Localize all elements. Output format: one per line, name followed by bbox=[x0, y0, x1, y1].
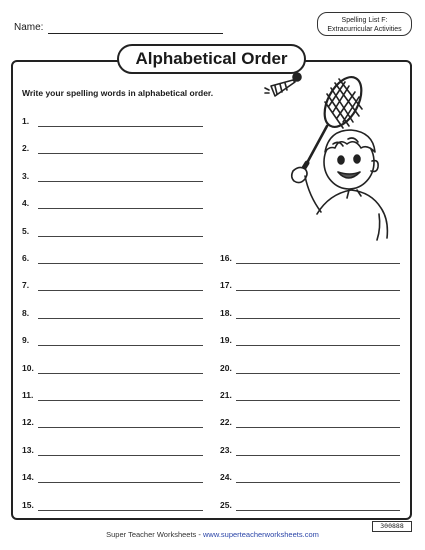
answer-line[interactable] bbox=[38, 181, 203, 182]
instructions: Write your spelling words in alphabetical order. bbox=[22, 88, 214, 98]
answer-line[interactable] bbox=[38, 345, 203, 346]
item-number: 4. bbox=[22, 198, 30, 209]
answer-line[interactable] bbox=[236, 318, 400, 319]
shuttlecock-icon bbox=[265, 73, 301, 96]
footer-separator: - bbox=[196, 530, 203, 539]
item-number: 22. bbox=[220, 417, 232, 428]
item-number: 5. bbox=[22, 225, 30, 236]
item-number: 8. bbox=[22, 307, 30, 318]
answer-line[interactable] bbox=[236, 455, 400, 456]
name-line[interactable] bbox=[48, 33, 223, 34]
answer-line[interactable] bbox=[236, 263, 400, 264]
answer-line[interactable] bbox=[236, 373, 400, 374]
worksheet-code: 300888 bbox=[372, 521, 412, 532]
answer-line[interactable] bbox=[38, 153, 203, 154]
item-number: 10. bbox=[22, 362, 34, 373]
answer-line[interactable] bbox=[236, 427, 400, 428]
item-number: 15. bbox=[22, 499, 34, 510]
answer-line[interactable] bbox=[236, 290, 400, 291]
item-number: 14. bbox=[22, 472, 34, 483]
answer-line[interactable] bbox=[236, 345, 400, 346]
answer-line[interactable] bbox=[236, 510, 400, 511]
item-number: 20. bbox=[220, 362, 232, 373]
item-number: 25. bbox=[220, 499, 232, 510]
answer-line[interactable] bbox=[38, 263, 203, 264]
answer-line[interactable] bbox=[38, 373, 203, 374]
item-number: 16. bbox=[220, 253, 232, 263]
footer bbox=[0, 530, 425, 539]
page-title: Alphabetical Order bbox=[117, 44, 306, 74]
spelling-list-badge bbox=[317, 12, 412, 36]
answer-line[interactable] bbox=[236, 400, 400, 401]
item-number: 12. bbox=[22, 417, 34, 428]
footer-url-link[interactable]: www.superteacherworksheets.com bbox=[202, 530, 319, 539]
item-number: 17. bbox=[220, 280, 232, 291]
item-number: 2. bbox=[22, 143, 30, 154]
answer-line[interactable] bbox=[38, 208, 203, 209]
item-number: 21. bbox=[220, 390, 232, 400]
answer-line[interactable] bbox=[236, 482, 400, 483]
footer-brand: Super Teacher Worksheets bbox=[106, 530, 197, 539]
item-number: 7. bbox=[22, 280, 30, 291]
item-number: 1. bbox=[22, 116, 30, 126]
item-number: 19. bbox=[220, 335, 232, 346]
item-number: 9. bbox=[22, 335, 30, 346]
answer-line[interactable] bbox=[38, 400, 203, 401]
answer-line[interactable] bbox=[38, 236, 203, 237]
item-number: 24. bbox=[220, 472, 232, 483]
answer-line[interactable] bbox=[38, 510, 203, 511]
item-number: 18. bbox=[220, 307, 232, 318]
answer-line[interactable] bbox=[38, 126, 203, 127]
item-number: 23. bbox=[220, 444, 232, 455]
name-label: Name: bbox=[14, 22, 44, 33]
answer-line[interactable] bbox=[38, 318, 203, 319]
answer-line[interactable] bbox=[38, 455, 203, 456]
boy-playing-badminton-icon bbox=[253, 64, 393, 244]
item-number: 13. bbox=[22, 444, 34, 455]
list-line-2: Extracurricular Activities bbox=[327, 26, 402, 33]
answer-line[interactable] bbox=[38, 290, 203, 291]
answer-line[interactable] bbox=[38, 482, 203, 483]
answer-line[interactable] bbox=[38, 427, 203, 428]
item-number: 6. bbox=[22, 253, 30, 263]
list-line-1: Spelling List F: bbox=[341, 17, 388, 24]
item-number: 3. bbox=[22, 170, 30, 181]
item-number: 11. bbox=[22, 390, 34, 400]
